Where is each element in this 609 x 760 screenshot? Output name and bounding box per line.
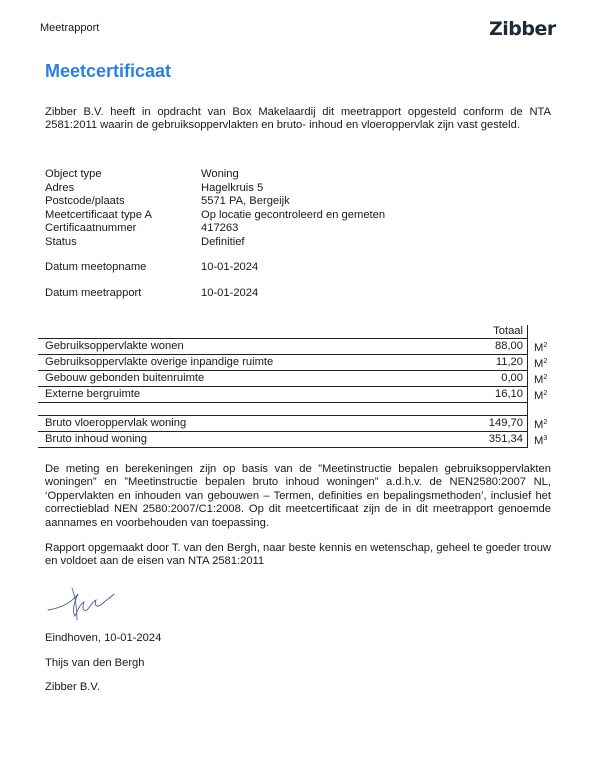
table-row <box>38 432 556 448</box>
row-label: Gebouw gebonden buitenruimte <box>38 371 445 387</box>
info-row <box>45 182 385 196</box>
info-row <box>45 222 385 236</box>
row-unit: $M^2$ <box>534 389 548 402</box>
info-row <box>45 287 385 301</box>
info-row <box>45 209 385 223</box>
row-unit: $M^2$ <box>534 357 548 370</box>
row-label: Bruto vloeroppervlak woning <box>38 416 445 432</box>
info-row <box>45 261 385 275</box>
author-paragraph: Rapport opgemaakt door T. van den Bergh, naar beste kennis en wetenschap, geheel te goeder trouw en voldoet aan de eisen van NTA 2581:2011 <box>45 542 551 568</box>
page-title: Meetcertificaat <box>45 61 172 81</box>
info-key: Certificaatnummer <box>45 222 137 234</box>
row-value: 0,00 <box>459 371 528 387</box>
info-row <box>45 195 385 209</box>
row-label: Bruto inhoud woning <box>38 432 445 448</box>
table-row <box>38 355 556 371</box>
measurement-table <box>38 325 556 448</box>
info-key: Object type <box>45 168 102 180</box>
header-label: Meetrapport <box>40 22 100 34</box>
info-key: Status <box>45 235 77 248</box>
row-value: 351,34 <box>459 432 528 448</box>
brand-logo: Zibber <box>489 18 556 40</box>
row-value: 11,20 <box>459 355 528 371</box>
table-row <box>38 371 556 387</box>
info-key: Postcode/plaats <box>45 195 125 207</box>
company-name: Zibber B.V. <box>45 681 100 693</box>
info-key: Datum meetrapport <box>45 286 142 299</box>
info-value: Op locatie gecontroleerd en gemeten <box>201 208 386 221</box>
info-value: Woning <box>201 168 239 180</box>
row-unit: $M^2$ <box>534 373 548 386</box>
table-row <box>38 387 556 403</box>
row-unit: $M^2$ <box>534 418 548 431</box>
row-unit: $M^2$ <box>534 341 548 354</box>
info-value: Hagelkruis 5 <box>201 181 264 194</box>
intro-paragraph: Zibber B.V. heeft in opdracht van Box Makelaardij dit meetrapport opgesteld conform de NTA 2581:2011 waarin de gebruiksoppervlakten en bruto- inhoud en vloeroppervlak zijn vast gesteld. <box>45 106 551 132</box>
method-paragraph: De meting en berekeningen zijn op basis van de ”Meetinstructie bepalen gebruiksoppervlakten woningen” en ”Meetinstructie bepalen bruto inhoud woningen” a.d.h.v. de NEN2580:2007 NL, ‘Oppervlakten en inhouden van gebouwen – Termen, definities en bepalingsmethoden’, inclusief het correctieblad NEN 2580:2007/C1:2008. Op dit meetcertificaat zijn de in dit meetrapport genoemde aannames en voorbehouden van toepassing. <box>45 463 551 529</box>
table-header-row <box>38 325 556 339</box>
author-name: Thijs van den Bergh <box>45 657 145 669</box>
info-row <box>45 168 385 182</box>
row-value: 149,70 <box>459 416 528 432</box>
info-value: 10-01-2024 <box>201 286 259 299</box>
info-value: Definitief <box>201 235 245 248</box>
total-header: Totaal <box>459 325 528 339</box>
table-row <box>38 339 556 355</box>
row-value: 88,00 <box>459 339 528 355</box>
info-key: Datum meetopname <box>45 261 147 273</box>
signature-image <box>42 580 122 625</box>
object-info <box>45 168 385 300</box>
info-value: 417263 <box>201 222 239 234</box>
place-date: Eindhoven, 10-01-2024 <box>45 632 162 644</box>
row-label: Gebruiksoppervlakte overige inpandige ruimte <box>38 355 445 371</box>
row-label: Gebruiksoppervlakte wonen <box>38 339 445 355</box>
info-value: 5571 PA, Bergeijk <box>201 195 290 207</box>
info-row <box>45 236 385 250</box>
info-key: Meetcertificaat type A <box>45 208 152 221</box>
table-row <box>38 416 556 432</box>
info-value: 10-01-2024 <box>201 261 259 273</box>
row-label: Externe bergruimte <box>38 387 445 403</box>
info-key: Adres <box>45 181 75 194</box>
row-value: 16,10 <box>459 387 528 403</box>
row-unit: $M^3$ <box>534 434 548 447</box>
